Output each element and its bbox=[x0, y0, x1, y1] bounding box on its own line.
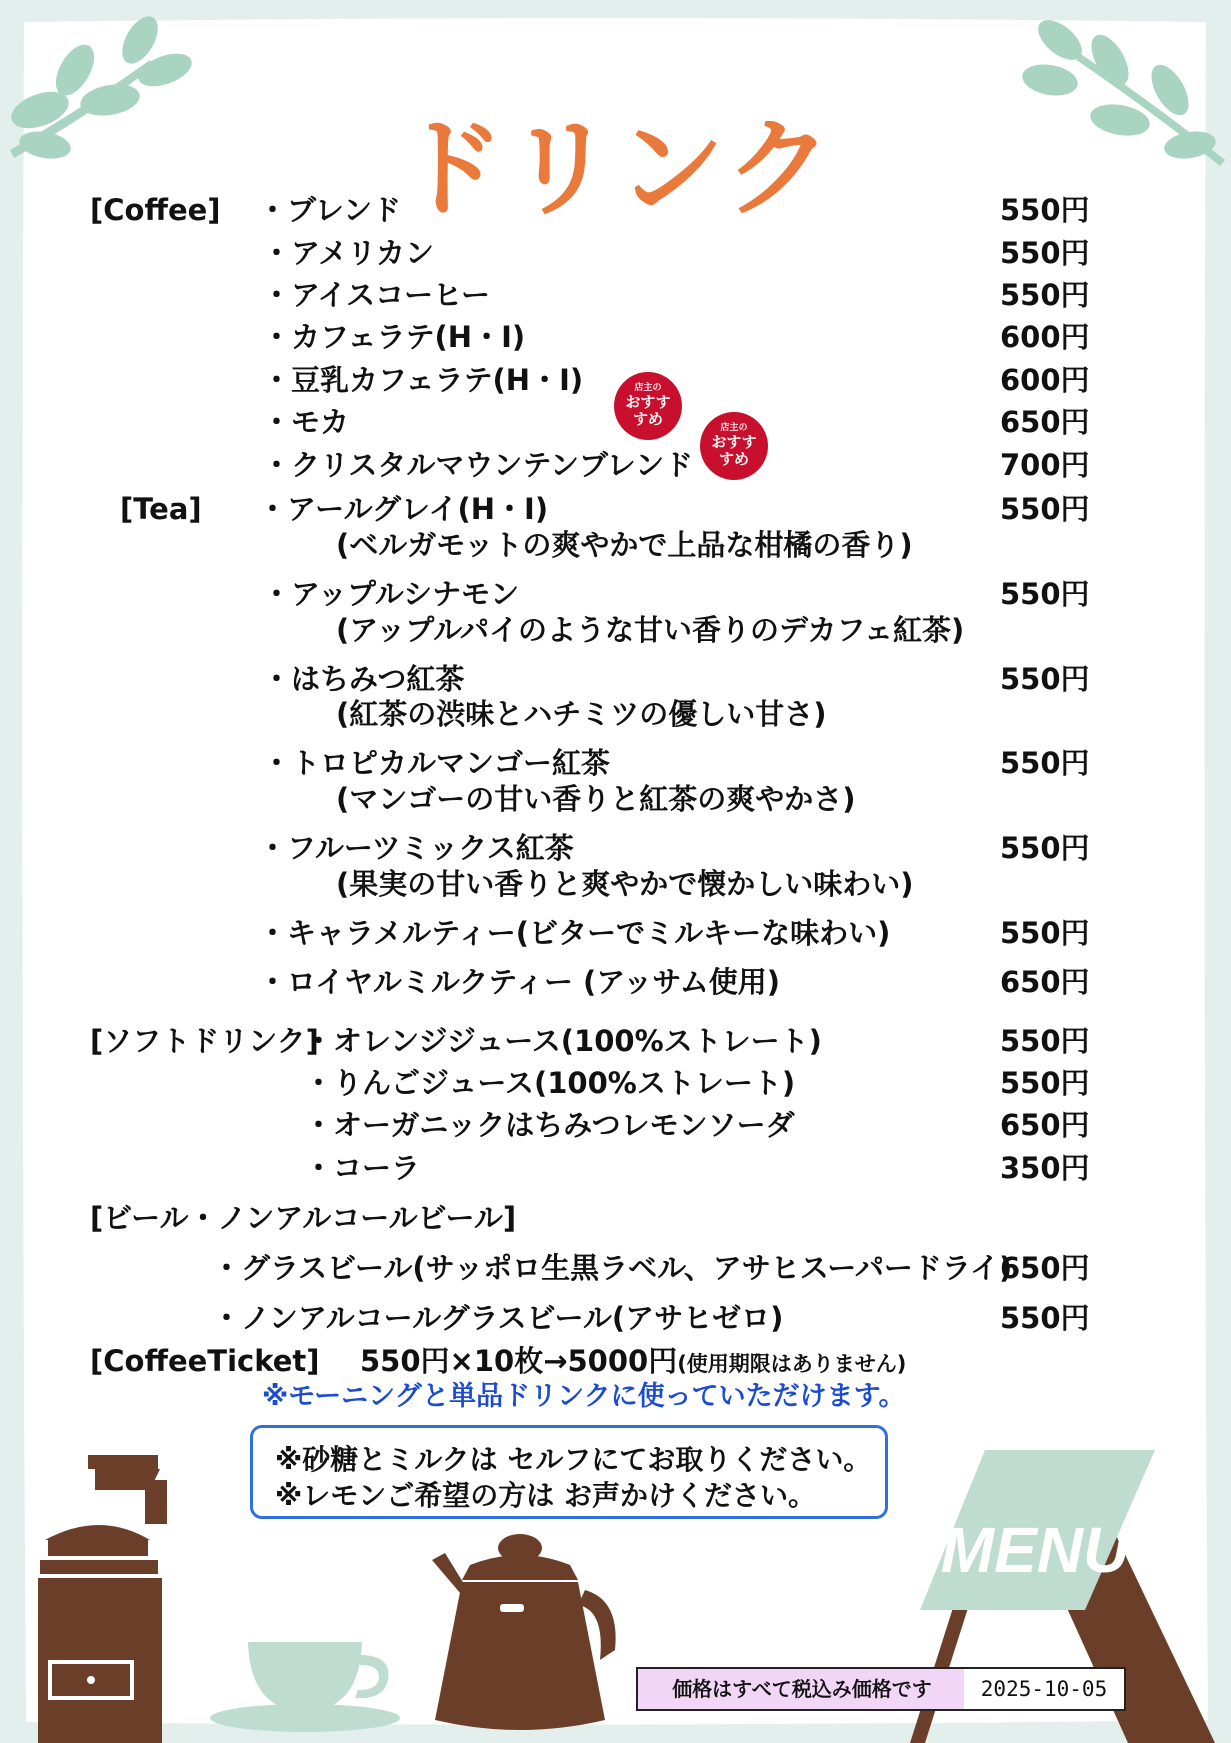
recommend-badge bbox=[614, 372, 682, 440]
menu-item-price: 550円 bbox=[1000, 916, 1090, 950]
menu-item-price: 650円 bbox=[1000, 1108, 1090, 1142]
menu-item-price: 550円 bbox=[1000, 193, 1090, 227]
badge-text-line2: すめ bbox=[718, 450, 749, 468]
notice-line: ※砂糖とミルクは セルフにてお取りください。 bbox=[275, 1443, 872, 1476]
menu-item-price: 550円 bbox=[1000, 236, 1090, 270]
menu-item-price: 550円 bbox=[1000, 1024, 1090, 1058]
menu-item-name: ・アップルシナモン bbox=[262, 577, 520, 611]
menu-item-name: ・クリスタルマウンテンブレンド bbox=[262, 448, 694, 482]
menu-item-name: ・アメリカン bbox=[262, 236, 434, 270]
recommend-badge bbox=[700, 412, 768, 480]
menu-item-name: ・オレンジジュース(100%ストレート) bbox=[304, 1024, 822, 1058]
tea-header: [Tea] bbox=[120, 492, 202, 526]
menu-item-name: ・キャラメルティー(ビターでミルキーな味わい) bbox=[258, 916, 891, 950]
badge-small-text: 店主の bbox=[720, 423, 748, 433]
menu-item-name: ・はちみつ紅茶 bbox=[262, 662, 465, 696]
badge-text-line1: おすす bbox=[625, 393, 671, 411]
menu-sign-text: MENU bbox=[940, 1514, 1130, 1586]
menu-item-price: 550円 bbox=[1000, 746, 1090, 780]
coffee-grinder-icon bbox=[38, 1455, 167, 1743]
menu-item-name: ・トロピカルマンゴー紅茶 bbox=[262, 746, 611, 780]
menu-item-name: ・アールグレイ(H・I) bbox=[258, 492, 549, 526]
menu-item-price: 600円 bbox=[1000, 363, 1090, 397]
menu-item-price: 650円 bbox=[1000, 965, 1090, 999]
menu-item-price: 550円 bbox=[1000, 1066, 1090, 1100]
menu-item-price: 550円 bbox=[1000, 278, 1090, 312]
menu-item-name: ・フルーツミックス紅茶 bbox=[258, 831, 574, 865]
ticket-price-text: 550円×10枚→5000円 bbox=[360, 1344, 678, 1378]
menu-item-name: ・グラスビール(サッポロ生黒ラベル、アサヒスーパードライ) bbox=[212, 1251, 1013, 1285]
beer-header: [ビール・ノンアルコールビール] bbox=[90, 1201, 517, 1235]
menu-item-description: (紅茶の渋味とハチミツの優しい甘さ) bbox=[336, 697, 827, 731]
coffee-header: [Coffee] bbox=[90, 193, 221, 227]
menu-item-price: 650円 bbox=[1000, 1251, 1090, 1285]
kettle-icon bbox=[432, 1534, 616, 1730]
menu-item-price: 650円 bbox=[1000, 405, 1090, 439]
menu-item-price: 600円 bbox=[1000, 320, 1090, 354]
menu-board-lettering bbox=[940, 1510, 1130, 1590]
menu-item-price: 550円 bbox=[1000, 831, 1090, 865]
menu-item-price: 550円 bbox=[1000, 492, 1090, 526]
menu-item-name: ・コーラ bbox=[304, 1151, 421, 1185]
badge-text-line2: すめ bbox=[632, 410, 663, 428]
menu-item-name: ・ロイヤルミルクティー (アッサム使用) bbox=[258, 965, 781, 999]
notice-line: ※レモンご希望の方は お声かけください。 bbox=[275, 1479, 816, 1512]
menu-item-price: 700円 bbox=[1000, 448, 1090, 482]
menu-item-name: ・モカ bbox=[262, 405, 350, 439]
tax-included-notice: 価格はすべて税込み価格です bbox=[636, 1667, 968, 1711]
menu-item-name: ・ノンアルコールグラスビール(アサヒゼロ) bbox=[212, 1301, 784, 1335]
menu-item-name: ・りんごジュース(100%ストレート) bbox=[304, 1066, 796, 1100]
menu-item-price: 550円 bbox=[1000, 577, 1090, 611]
page-title: ドリンク bbox=[396, 107, 835, 232]
menu-item-price: 550円 bbox=[1000, 662, 1090, 696]
menu-item-name: ・ブレンド bbox=[258, 193, 402, 227]
menu-item-name: ・豆乳カフェラテ(H・I) bbox=[262, 363, 584, 397]
menu-item-description: (アップルパイのような甘い香りのデカフェ紅茶) bbox=[336, 613, 965, 647]
menu-item-price: 550円 bbox=[1000, 1301, 1090, 1335]
soft-drink-header: [ソフトドリンク] bbox=[90, 1024, 319, 1058]
date-label: 2025-10-05 bbox=[964, 1667, 1126, 1711]
menu-item-name: ・カフェラテ(H・I) bbox=[262, 320, 526, 354]
coffee-cup-icon bbox=[210, 1642, 400, 1732]
menu-item-price: 350円 bbox=[1000, 1151, 1090, 1185]
self-service-notice bbox=[250, 1425, 888, 1519]
menu-item-name: ・アイスコーヒー bbox=[262, 278, 490, 312]
menu-item-description: (果実の甘い香りと爽やかで懐かしい味わい) bbox=[336, 867, 914, 901]
menu-item-name: ・オーガニックはちみつレモンソーダ bbox=[304, 1108, 795, 1142]
menu-item-description: (マンゴーの甘い香りと紅茶の爽やかさ) bbox=[336, 782, 856, 816]
ticket-label: [CoffeeTicket] bbox=[90, 1344, 320, 1378]
menu-item-description: (ベルガモットの爽やかで上品な柑橘の香り) bbox=[336, 528, 913, 562]
ticket-usage-note: ※モーニングと単品ドリンクに使っていただけます。 bbox=[262, 1381, 906, 1412]
badge-text-line1: おすす bbox=[711, 433, 757, 451]
ticket-note: (使用期限はありません) bbox=[677, 1352, 907, 1376]
badge-small-text: 店主の bbox=[634, 383, 662, 393]
